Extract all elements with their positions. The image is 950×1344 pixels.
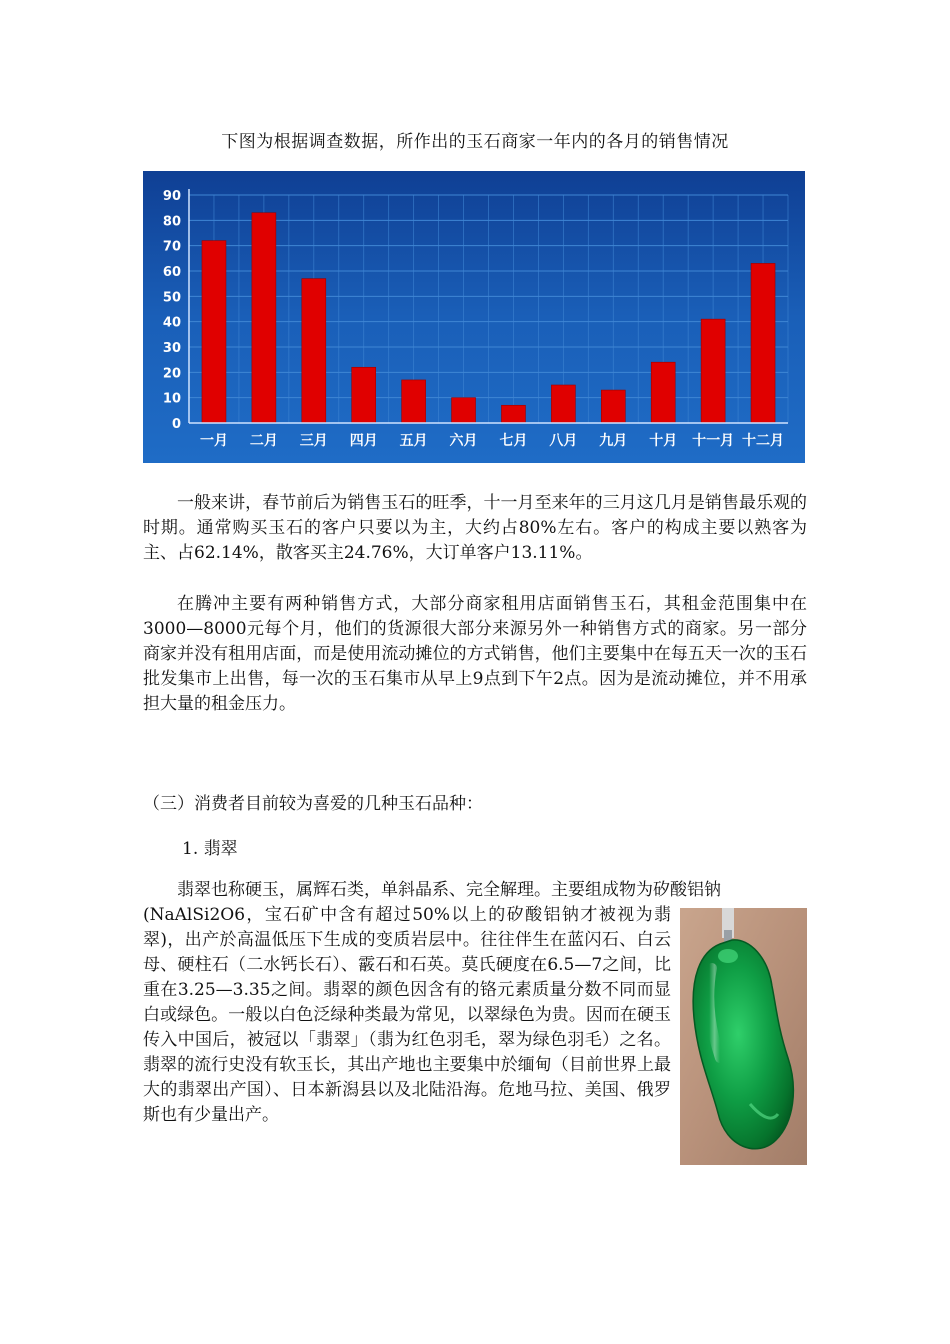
x-tick-label: 十二月 [742,433,785,449]
bar-12 [751,263,775,423]
y-tick-label: 70 [162,239,181,255]
paragraph-sales-methods: 在腾冲主要有两种销售方式，大部分商家租用店面销售玉石，其租金范围集中在3000—8000元每个月，他们的货源很大部分来源另外一种销售方式的商家。另一部分商家并没有租用店面，而是使用流动摊位的方式销售，他们主要集中在每五天一次的玉石批发集市上出售，每一次的玉石集市从早上9点到下午2点。因为是流动摊位，并不用承担大量的租金压力。 [143,594,807,714]
bar-8 [551,385,575,423]
bar-11 [701,319,725,423]
bar-6 [452,398,476,423]
x-tick-label: 八月 [549,433,578,449]
monthly-sales-chart [143,171,805,463]
y-tick-label: 0 [171,417,181,432]
y-tick-label: 40 [162,315,181,331]
y-tick-label: 50 [162,290,181,306]
x-tick-label: 七月 [499,433,528,449]
x-tick-label: 三月 [299,433,328,449]
y-tick-label: 80 [162,214,181,230]
y-tick-label: 90 [162,189,181,204]
x-tick-label: 五月 [399,433,428,449]
x-tick-label: 十一月 [692,433,735,449]
bar-9 [601,390,625,423]
x-tick-label: 六月 [449,433,478,449]
feicui-paragraph-body: (NaAlSi2O6，宝石矿中含有超过50%以上的矽酸铝钠才被视为翡翠)，出产於高温低压下生成的变质岩层中。往往伴生在蓝闪石、白云母、硬柱石（二水钙长石）、霰石和石英。莫氏硬度在6.5—7之间，比重在3.25—3.35之间。翡翠的颜色因含有的铬元素质量分数不同而显白或绿色。一般以白色泛绿种类最为常见，以翠绿色为贵。因而在硬玉传入中国后，被冠以「翡翠」（翡为红色羽毛，翠为绿色羽毛）之名。翡翠的流行史没有软玉长，其出产地也主要集中於缅甸（目前世界上最大的翡翠出产国）、日本新潟县以及北陆沿海。危地马拉、美国、俄罗斯也有少量出产。 [143,905,671,1125]
y-tick-label: 20 [162,366,181,382]
paragraph-sales-season: 一般来讲，春节前后为销售玉石的旺季，十一月至来年的三月这几月是销售最乐观的时期。通常购买玉石的客户只要以为主，大约占80%左右。客户的构成主要以熟客为主、占62.14%，散客买主24.76%，大订单客户13.11%。 [143,493,807,563]
bar-10 [651,362,675,423]
section-heading: （三）消费者目前较为喜爱的几种玉石品种： [143,794,483,814]
y-tick-label: 30 [162,341,181,356]
x-tick-label: 四月 [349,433,378,449]
item-heading-feicui: 1. 翡翠 [182,839,238,859]
bar-1 [202,241,226,423]
jade-pendant-image [680,908,807,1165]
y-tick-label: 10 [162,391,181,407]
y-tick-label: 60 [162,265,181,280]
x-tick-label: 二月 [249,433,278,449]
x-tick-label: 十月 [649,433,678,449]
bar-2 [252,213,276,423]
x-tick-label: 一月 [199,433,228,449]
bar-5 [402,380,426,423]
x-tick-label: 九月 [599,433,628,449]
bar-4 [352,367,376,423]
bar-3 [302,279,326,423]
feicui-paragraph-first-line: 翡翠也称硬玉，属辉石类，单斜晶系、完全解理。主要组成物为矽酸铝钠 [177,880,721,900]
bar-7 [501,405,525,423]
chart-caption: 下图为根据调查数据，所作出的玉石商家一年内的各月的销售情况 [221,132,729,152]
